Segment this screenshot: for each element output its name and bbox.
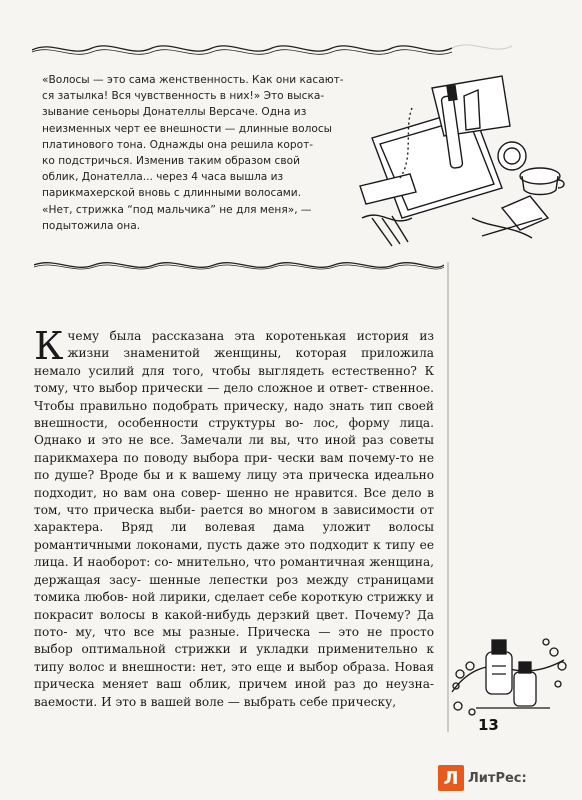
quote-line: «Нет, стрижка “под мальчика” не для меня», — — [42, 203, 312, 216]
body-line: ваемости. И это в вашей воле — выбрать себе прическу, — [34, 694, 397, 709]
body-line: волос и внешности: нет, это еще и выбор образа. Новая — [68, 659, 434, 674]
body-line: му, что все мы разные. Прическа — это не просто выбор — [34, 624, 434, 657]
litres-logo-icon: Л — [438, 765, 464, 791]
quote-line: ко подстричься. Изменив таким образом свой — [42, 155, 300, 168]
body-line: волевая дама уложит волосы романтичными локонами, — [34, 520, 434, 552]
page-number: 13 — [478, 716, 499, 734]
flower-perfume-illustration — [446, 612, 570, 722]
quote-line: зывание сеньоры Донателлы Версаче. Одна из — [42, 106, 307, 119]
quote-line: «Волосы — это сама женственность. Как они касают- — [42, 74, 344, 86]
quote-line: платинового тона. Однажды она решила корот- — [42, 138, 314, 151]
body-line: шенно не нравится. Все дело в том, что прическа выби- — [34, 485, 434, 518]
body-line: пусть даже это подходит к типу ее лица. И наоборот: со- — [34, 537, 434, 570]
publisher-name — [468, 771, 527, 786]
quote-line: парикмахерской вновь с длинными волосами. — [42, 187, 302, 200]
top-ornament — [32, 38, 552, 60]
body-line: волосы в какой-нибудь дерзкий цвет. Почему? Да пото- — [34, 607, 434, 639]
body-line: лицу эта прическа идеально подходит, но вам она совер- — [34, 468, 434, 500]
body-line: мнительно, что романтичная женщина, держащая засу- — [34, 555, 435, 587]
body-line: К тому, что выбор прически — дело сложное и ответ- — [34, 363, 434, 396]
body-line: оптимальной стрижки и укладки применительно к типу — [34, 642, 434, 674]
body-line: ственное. Чтобы правильно подобрать прическу, надо — [34, 381, 434, 413]
quote-line: подытожила она. — [42, 219, 141, 232]
body-line: чему была рассказана эта коротенькая история из — [67, 329, 434, 343]
body-line: немало усилий для того, чтобы выглядеть естественно? — [34, 363, 425, 378]
body-line: рается во многом в зависимости от характера. Вряд ли — [34, 503, 434, 535]
quote-block — [42, 72, 402, 247]
quote-line: ся затылка! Вся чувственность в них!» Это выска- — [42, 90, 325, 103]
publisher-name-main: ЛитРес — [468, 770, 522, 786]
body-line: что иной раз советы парикмахера по поводу выбора при- — [34, 433, 434, 465]
body-line: жизни знаменитой женщины, которая приложила — [67, 346, 434, 361]
publisher-logo[interactable] — [438, 764, 558, 792]
body-line: прическа меняет ваш облик, причем иной раз до неузна- — [34, 677, 434, 692]
drop-cap: К — [34, 324, 64, 368]
body-line: чески вам почему-то не по душе? Вроде бы и к вашему — [34, 450, 434, 483]
main-body-text — [34, 324, 435, 711]
body-line: шенные лепестки роз между страницами томика любов- — [34, 572, 435, 605]
body-line: знать тип своей внешности, особенности структуры во- — [34, 398, 434, 431]
section-divider — [34, 257, 444, 273]
body-line: лос, форму лица. Однако и это не все. Замечали ли вы, — [34, 416, 434, 448]
quote-line: облик, Донателла... через 4 часа вышла из — [42, 171, 284, 184]
body-line: ной лирики, сделает себе короткую стрижку и покрасит — [34, 590, 434, 622]
publisher-name-suffix: : — [521, 770, 527, 786]
quote-line: неизменных черт ее внешности — длинные волосы — [42, 122, 333, 135]
cosmetics-illustration — [352, 68, 570, 250]
